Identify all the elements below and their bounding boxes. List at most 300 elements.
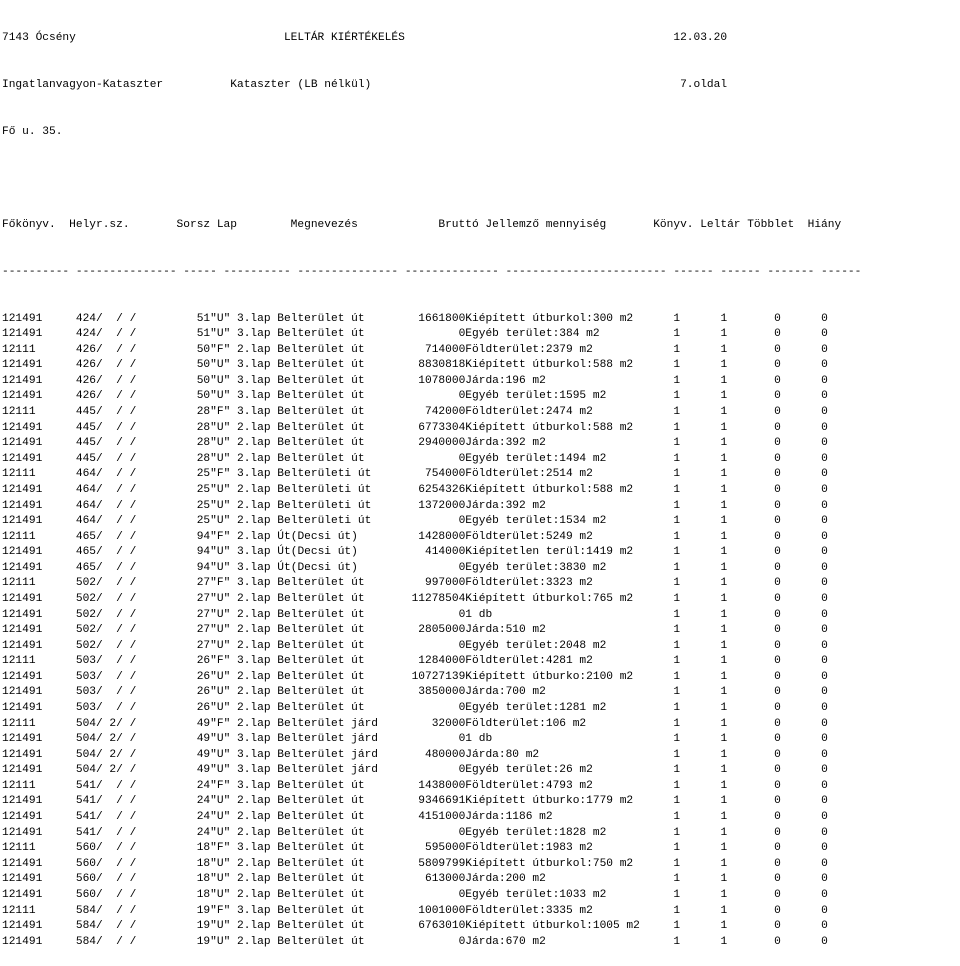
helyrsz-cell: 584/ / / [75,935,143,948]
tobblet-cell: 0 [727,561,781,574]
leltar-cell: 1 [680,421,728,434]
lap-cell: 3.lap [237,546,278,559]
hiany-cell: 0 [780,888,828,901]
table-row [2,452,960,468]
report-subheader-line: Ingatlanvagyon-Kataszter Kataszter (LB nélkül) 7.oldal [2,78,728,91]
lap-type-cell: "U" [210,608,237,621]
konyv-cell: 1 [646,374,681,387]
sorsz-cell: 24 [143,811,211,824]
jellemzo-cell: Földterület:4793 m2 [465,779,647,792]
lap-cell: 3.lap [237,312,278,325]
megnevezes-cell: Belterület út [277,779,385,792]
megnevezes-cell: Belterület út [277,312,385,325]
sorsz-cell: 18 [143,842,211,855]
megnevezes-cell: Belterület út [277,608,385,621]
fokonyv-cell: 121491 [2,670,76,683]
sorsz-cell: 19 [143,935,211,948]
tobblet-cell: 0 [727,374,781,387]
tobblet-cell: 0 [727,842,781,855]
lap-type-cell: "U" [210,748,237,761]
megnevezes-cell: Belterület út [277,888,385,901]
megnevezes-cell: Belterület út [277,873,385,886]
jellemzo-cell: Járda:700 m2 [465,686,647,699]
sorsz-cell: 24 [143,795,211,808]
lap-cell: 2.lap [237,826,278,839]
brutto-cell: 1661800 [384,312,466,325]
megnevezes-cell: Belterület járd [277,733,385,746]
jellemzo-cell: Egyéb terület:1281 m2 [465,702,647,715]
hiany-cell: 0 [780,328,828,341]
konyv-cell: 1 [646,686,681,699]
sorsz-cell: 26 [143,655,211,668]
lap-cell: 2.lap [237,920,278,933]
jellemzo-cell: Egyéb terület:1494 m2 [465,452,647,465]
jellemzo-cell: Járda:200 m2 [465,873,647,886]
table-row [2,888,960,904]
megnevezes-cell: Belterület út [277,343,385,356]
helyrsz-cell: 504/ 2/ / [75,748,143,761]
leltar-cell: 1 [680,577,728,590]
megnevezes-cell: Belterület út [277,452,385,465]
fokonyv-cell: 12111 [2,779,76,792]
sorsz-cell: 49 [143,717,211,730]
leltar-cell: 1 [680,811,728,824]
sorsz-cell: 50 [143,374,211,387]
konyv-cell: 1 [646,390,681,403]
helyrsz-cell: 445/ / / [75,452,143,465]
sorsz-cell: 19 [143,904,211,917]
fokonyv-cell: 121491 [2,826,76,839]
helyrsz-cell: 560/ / / [75,888,143,901]
sorsz-cell: 28 [143,421,211,434]
brutto-cell: 9346691 [384,795,466,808]
tobblet-cell: 0 [727,437,781,450]
jellemzo-cell: Egyéb terület:1828 m2 [465,826,647,839]
helyrsz-cell: 503/ / / [75,702,143,715]
helyrsz-cell: 464/ / / [75,468,143,481]
sorsz-cell: 50 [143,359,211,372]
table-row [2,935,960,951]
leltar-cell: 1 [680,343,728,356]
brutto-cell: 1001000 [384,904,466,917]
lap-cell: 2.lap [237,702,278,715]
lap-type-cell: "U" [210,328,237,341]
tobblet-cell: 0 [727,530,781,543]
leltar-cell: 1 [680,935,728,948]
hiany-cell: 0 [780,935,828,948]
helyrsz-cell: 426/ / / [75,359,143,372]
leltar-cell: 1 [680,608,728,621]
table-row [2,841,960,857]
helyrsz-cell: 560/ / / [75,842,143,855]
konyv-cell: 1 [646,515,681,528]
jellemzo-cell: Kiépített útburkol:588 m2 [465,359,647,372]
table-row [2,701,960,717]
sorsz-cell: 28 [143,437,211,450]
konyv-cell: 1 [646,935,681,948]
tobblet-cell: 0 [727,764,781,777]
fokonyv-cell: 121491 [2,873,76,886]
tobblet-cell: 0 [727,624,781,637]
konyv-cell: 1 [646,577,681,590]
table-row [2,343,960,359]
konyv-cell: 1 [646,904,681,917]
lap-cell: 2.lap [237,515,278,528]
tobblet-cell: 0 [727,920,781,933]
fokonyv-cell: 121491 [2,421,76,434]
konyv-cell: 1 [646,920,681,933]
jellemzo-cell: Földterület:3335 m2 [465,904,647,917]
table-row [2,654,960,670]
sorsz-cell: 94 [143,546,211,559]
lap-cell: 2.lap [237,499,278,512]
lap-cell: 2.lap [237,592,278,605]
hiany-cell: 0 [780,515,828,528]
leltar-cell: 1 [680,779,728,792]
brutto-cell: 1372000 [384,499,466,512]
lap-cell: 2.lap [237,483,278,496]
tobblet-cell: 0 [727,670,781,683]
jellemzo-cell: Járda:510 m2 [465,624,647,637]
table-row [2,639,960,655]
megnevezes-cell: Belterület út [277,702,385,715]
jellemzo-cell: Kiépített útburkol:1005 m2 [465,920,647,933]
helyrsz-cell: 464/ / / [75,499,143,512]
tobblet-cell: 0 [727,359,781,372]
brutto-cell: 0 [384,639,466,652]
lap-type-cell: "U" [210,421,237,434]
fokonyv-cell: 121491 [2,483,76,496]
brutto-cell: 754000 [384,468,466,481]
lap-cell: 3.lap [237,842,278,855]
helyrsz-cell: 426/ / / [75,374,143,387]
sorsz-cell: 28 [143,452,211,465]
brutto-cell: 0 [384,888,466,901]
hiany-cell: 0 [780,904,828,917]
helyrsz-cell: 502/ / / [75,639,143,652]
brutto-cell: 1078000 [384,374,466,387]
lap-cell: 2.lap [237,795,278,808]
lap-type-cell: "U" [210,670,237,683]
column-separator-line: ---------- --------------- ----- ---------- --------------- -------------- ------------------------ ------ ------ ------- ------ [2,265,862,278]
table-row [2,779,960,795]
helyrsz-cell: 445/ / / [75,421,143,434]
sorsz-cell: 27 [143,577,211,590]
fokonyv-cell: 121491 [2,452,76,465]
brutto-cell: 0 [384,764,466,777]
tobblet-cell: 0 [727,655,781,668]
jellemzo-cell: Kiépített útburkol:765 m2 [465,592,647,605]
lap-type-cell: "U" [210,452,237,465]
jellemzo-cell: Kiépítetlen terül:1419 m2 [465,546,647,559]
leltar-cell: 1 [680,546,728,559]
konyv-cell: 1 [646,639,681,652]
brutto-cell: 0 [384,608,466,621]
hiany-cell: 0 [780,577,828,590]
fokonyv-cell: 121491 [2,608,76,621]
leltar-cell: 1 [680,483,728,496]
table-row [2,810,960,826]
lap-type-cell: "U" [210,857,237,870]
lap-cell: 3.lap [237,374,278,387]
table-row [2,483,960,499]
megnevezes-cell: Belterület járd [277,764,385,777]
lap-cell: 3.lap [237,655,278,668]
megnevezes-cell: Belterület út [277,374,385,387]
tobblet-cell: 0 [727,639,781,652]
tobblet-cell: 0 [727,483,781,496]
tobblet-cell: 0 [727,888,781,901]
hiany-cell: 0 [780,624,828,637]
jellemzo-cell: Járda:392 m2 [465,499,647,512]
leltar-cell: 1 [680,312,728,325]
hiany-cell: 0 [780,468,828,481]
tobblet-cell: 0 [727,592,781,605]
lap-type-cell: "U" [210,733,237,746]
megnevezes-cell: Belterület út [277,421,385,434]
fokonyv-cell: 12111 [2,406,76,419]
brutto-cell: 714000 [384,343,466,356]
lap-cell: 2.lap [237,437,278,450]
hiany-cell: 0 [780,312,828,325]
megnevezes-cell: Út(Decsi út) [277,530,385,543]
table-row [2,576,960,592]
leltar-cell: 1 [680,904,728,917]
fokonyv-cell: 121491 [2,811,76,824]
helyrsz-cell: 504/ 2/ / [75,717,143,730]
table-row [2,904,960,920]
sorsz-cell: 25 [143,468,211,481]
lap-cell: 2.lap [237,888,278,901]
tobblet-cell: 0 [727,733,781,746]
lap-type-cell: "F" [210,343,237,356]
leltar-cell: 1 [680,437,728,450]
hiany-cell: 0 [780,483,828,496]
sorsz-cell: 26 [143,686,211,699]
hiany-cell: 0 [780,437,828,450]
sorsz-cell: 18 [143,873,211,886]
jellemzo-cell: Földterület:5249 m2 [465,530,647,543]
helyrsz-cell: 424/ / / [75,328,143,341]
fokonyv-cell: 121491 [2,857,76,870]
jellemzo-cell: Járda:80 m2 [465,748,647,761]
jellemzo-cell: Földterület:106 m2 [465,717,647,730]
table-row [2,421,960,437]
sorsz-cell: 25 [143,499,211,512]
hiany-cell: 0 [780,406,828,419]
table-row [2,732,960,748]
leltar-cell: 1 [680,374,728,387]
megnevezes-cell: Út(Decsi út) [277,561,385,574]
fokonyv-cell: 121491 [2,733,76,746]
megnevezes-cell: Belterület út [277,826,385,839]
table-row [2,623,960,639]
brutto-cell: 613000 [384,873,466,886]
fokonyv-cell: 121491 [2,795,76,808]
lap-type-cell: "U" [210,312,237,325]
helyrsz-cell: 502/ / / [75,592,143,605]
helyrsz-cell: 584/ / / [75,920,143,933]
helyrsz-cell: 541/ / / [75,779,143,792]
brutto-cell: 32000 [384,717,466,730]
fokonyv-cell: 121491 [2,624,76,637]
lap-cell: 3.lap [237,468,278,481]
lap-cell: 2.lap [237,530,278,543]
helyrsz-cell: 504/ 2/ / [75,764,143,777]
brutto-cell: 2940000 [384,437,466,450]
fokonyv-cell: 12111 [2,577,76,590]
fokonyv-cell: 121491 [2,437,76,450]
konyv-cell: 1 [646,795,681,808]
tobblet-cell: 0 [727,515,781,528]
sorsz-cell: 27 [143,624,211,637]
sorsz-cell: 27 [143,608,211,621]
leltar-cell: 1 [680,826,728,839]
tobblet-cell: 0 [727,904,781,917]
tobblet-cell: 0 [727,811,781,824]
brutto-cell: 0 [384,702,466,715]
jellemzo-cell: Egyéb terület:3830 m2 [465,561,647,574]
jellemzo-cell: Egyéb terület:1033 m2 [465,888,647,901]
lap-type-cell: "F" [210,779,237,792]
tobblet-cell: 0 [727,328,781,341]
brutto-cell: 1284000 [384,655,466,668]
leltar-cell: 1 [680,452,728,465]
leltar-cell: 1 [680,406,728,419]
lap-cell: 3.lap [237,748,278,761]
hiany-cell: 0 [780,639,828,652]
sorsz-cell: 18 [143,888,211,901]
sorsz-cell: 49 [143,733,211,746]
megnevezes-cell: Belterület út [277,842,385,855]
lap-type-cell: "F" [210,655,237,668]
lap-cell: 2.lap [237,421,278,434]
lap-cell: 2.lap [237,608,278,621]
megnevezes-cell: Belterület út [277,328,385,341]
table-row [2,545,960,561]
jellemzo-cell: 1 db [465,733,647,746]
tobblet-cell: 0 [727,499,781,512]
konyv-cell: 1 [646,483,681,496]
helyrsz-cell: 465/ / / [75,546,143,559]
hiany-cell: 0 [780,655,828,668]
konyv-cell: 1 [646,888,681,901]
hiany-cell: 0 [780,546,828,559]
tobblet-cell: 0 [727,312,781,325]
lap-type-cell: "U" [210,561,237,574]
megnevezes-cell: Belterület út [277,935,385,948]
leltar-cell: 1 [680,639,728,652]
brutto-cell: 1438000 [384,779,466,792]
konyv-cell: 1 [646,873,681,886]
lap-type-cell: "U" [210,374,237,387]
leltar-cell: 1 [680,655,728,668]
konyv-cell: 1 [646,655,681,668]
jellemzo-cell: Kiépített útburkol:588 m2 [465,421,647,434]
hiany-cell: 0 [780,826,828,839]
jellemzo-cell: Járda:392 m2 [465,437,647,450]
table-row [2,608,960,624]
tobblet-cell: 0 [727,343,781,356]
hiany-cell: 0 [780,499,828,512]
helyrsz-cell: 426/ / / [75,343,143,356]
lap-cell: 2.lap [237,935,278,948]
leltar-cell: 1 [680,468,728,481]
megnevezes-cell: Belterület járd [277,748,385,761]
lap-cell: 2.lap [237,670,278,683]
megnevezes-cell: Belterület út [277,639,385,652]
hiany-cell: 0 [780,421,828,434]
lap-type-cell: "U" [210,437,237,450]
hiany-cell: 0 [780,717,828,730]
fokonyv-cell: 12111 [2,343,76,356]
fokonyv-cell: 121491 [2,920,76,933]
report-header-line: 7143 Ócsény LELTÁR KIÉRTÉKELÉS 12.03.20 [2,32,728,45]
jellemzo-cell: Földterület:2474 m2 [465,406,647,419]
konyv-cell: 1 [646,561,681,574]
megnevezes-cell: Belterületi út [277,499,385,512]
hiany-cell: 0 [780,748,828,761]
brutto-cell: 6763010 [384,920,466,933]
lap-type-cell: "U" [210,764,237,777]
jellemzo-cell: Egyéb terület:384 m2 [465,328,647,341]
leltar-cell: 1 [680,390,728,403]
brutto-cell: 742000 [384,406,466,419]
hiany-cell: 0 [780,561,828,574]
hiany-cell: 0 [780,592,828,605]
helyrsz-cell: 560/ / / [75,857,143,870]
fokonyv-cell: 121491 [2,686,76,699]
fokonyv-cell: 121491 [2,359,76,372]
sorsz-cell: 26 [143,702,211,715]
megnevezes-cell: Belterület út [277,437,385,450]
helyrsz-cell: 560/ / / [75,873,143,886]
tobblet-cell: 0 [727,935,781,948]
helyrsz-cell: 504/ 2/ / [75,733,143,746]
brutto-cell: 6254326 [384,483,466,496]
table-row [2,763,960,779]
jellemzo-cell: Földterület:1983 m2 [465,842,647,855]
brutto-cell: 0 [384,515,466,528]
fokonyv-cell: 121491 [2,390,76,403]
helyrsz-cell: 503/ / / [75,655,143,668]
lap-type-cell: "U" [210,888,237,901]
fokonyv-cell: 121491 [2,515,76,528]
konyv-cell: 1 [646,546,681,559]
konyv-cell: 1 [646,437,681,450]
leltar-cell: 1 [680,670,728,683]
tobblet-cell: 0 [727,702,781,715]
fokonyv-cell: 121491 [2,702,76,715]
hiany-cell: 0 [780,811,828,824]
lap-cell: 2.lap [237,624,278,637]
sorsz-cell: 49 [143,748,211,761]
tobblet-cell: 0 [727,779,781,792]
helyrsz-cell: 426/ / / [75,390,143,403]
sorsz-cell: 50 [143,390,211,403]
lap-cell: 3.lap [237,561,278,574]
lap-cell: 3.lap [237,733,278,746]
lap-type-cell: "F" [210,577,237,590]
blank-line [2,171,960,187]
fokonyv-cell: 121491 [2,312,76,325]
sorsz-cell: 50 [143,343,211,356]
megnevezes-cell: Belterület út [277,577,385,590]
lap-type-cell: "U" [210,873,237,886]
table-row [2,499,960,515]
lap-cell: 2.lap [237,717,278,730]
konyv-cell: 1 [646,748,681,761]
